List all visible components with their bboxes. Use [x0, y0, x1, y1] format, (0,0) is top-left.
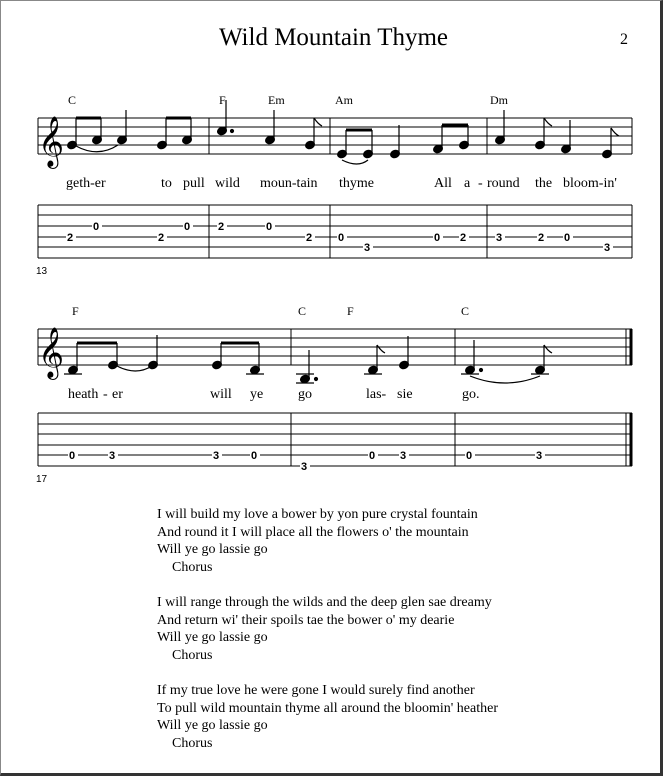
staff-1 — [38, 118, 632, 154]
lyric-syllable: the — [535, 176, 553, 191]
tab-fret-number: 0 — [434, 232, 441, 244]
tab-fret-number: 3 — [536, 450, 543, 462]
tab-fret-number: 3 — [364, 242, 371, 254]
tab-fret-number: 0 — [564, 232, 571, 244]
chord-symbol: C — [298, 304, 307, 318]
lyric-syllable: pull — [183, 176, 205, 191]
lyric-syllable: wild — [215, 176, 240, 191]
verse-3 — [157, 682, 498, 752]
tab-fret-number: 2 — [306, 232, 313, 244]
tab-fret-number: 3 — [604, 242, 611, 254]
tab-fret-number: 0 — [251, 450, 258, 462]
chord-symbol: Dm — [490, 93, 508, 107]
verse-1 — [157, 506, 498, 576]
treble-clef-icon: 𝄞 — [38, 116, 65, 167]
measure-number: 17 — [36, 474, 48, 485]
treble-clef-icon: 𝄞 — [38, 327, 65, 378]
tab-fret-number: 0 — [266, 221, 273, 233]
lyric-syllable: las- — [366, 387, 387, 402]
tab-fret-number: 0 — [69, 450, 76, 462]
chord-symbol: F — [72, 304, 79, 318]
lyric-syllable: heath — [68, 387, 99, 402]
lyric-syllable: - — [103, 387, 108, 402]
measure-number: 13 — [36, 266, 48, 277]
tab-fret-number: 0 — [338, 232, 345, 244]
tab-fret-number: 0 — [369, 450, 376, 462]
lyric-syllable: er — [112, 387, 123, 402]
chord-symbol: Am — [335, 93, 353, 107]
verse-line: And return wi' their spoils tae the bower o' my dearie — [157, 612, 455, 628]
lyric-syllable: a — [464, 176, 471, 191]
lyric-syllable: All — [434, 176, 452, 191]
verse-line: I will range through the wilds and the deep glen sae dreamy — [157, 594, 492, 610]
lyric-syllable: geth-er — [66, 176, 106, 191]
lyric-syllable: will — [210, 387, 232, 402]
system-1 — [36, 93, 632, 277]
tab-fret-number: 3 — [109, 450, 116, 462]
tab-fret-number: 3 — [301, 461, 308, 473]
lyric-syllable: ye — [250, 387, 264, 402]
lyric-syllable: round — [487, 176, 520, 191]
tab-fret-number: 3 — [213, 450, 220, 462]
tab-fret-number: 3 — [400, 450, 407, 462]
chorus-label: Chorus — [172, 735, 213, 751]
lyric-syllable: go — [298, 387, 312, 402]
lyric-syllable: moun-tain — [260, 176, 318, 191]
tab-fret-number: 0 — [466, 450, 473, 462]
chorus-label: Chorus — [172, 647, 213, 663]
tab-fret-number: 0 — [93, 221, 100, 233]
verse-2 — [157, 594, 498, 664]
chord-symbol: C — [461, 304, 470, 318]
chord-symbol: Em — [268, 93, 285, 107]
lyric-syllable: go. — [462, 387, 480, 402]
tab-fret-number: 2 — [218, 221, 225, 233]
verse-line: To pull wild mountain thyme all around the bloomin' heather — [157, 700, 498, 716]
song-title: Wild Mountain Thyme — [218, 24, 449, 51]
tab-fret-number: 0 — [184, 221, 191, 233]
staff-2 — [38, 329, 632, 365]
notes-staff-2 — [64, 335, 552, 384]
tab-fret-number: 3 — [496, 232, 503, 244]
lyric-syllable: thyme — [339, 176, 374, 191]
lyric-syllable: - — [478, 176, 483, 191]
tab-fret-number: 2 — [67, 232, 74, 244]
chord-symbol: F — [347, 304, 354, 318]
verse-line: And round it I will place all the flowers o' the mountain — [157, 524, 469, 540]
page-number: 2 — [620, 31, 628, 48]
verse-line: Will ye go lassie go — [157, 718, 268, 734]
verses — [157, 506, 498, 770]
tab-numbers-2 — [68, 450, 545, 473]
lyric-syllable: to — [161, 176, 172, 191]
verse-line: Will ye go lassie go — [157, 542, 268, 558]
system-2 — [36, 304, 632, 485]
chorus-label: Chorus — [172, 559, 213, 575]
chord-symbol: F — [219, 93, 226, 107]
tab-fret-number: 2 — [158, 232, 165, 244]
verse-line: If my true love he were gone I would surely find another — [157, 682, 475, 698]
chord-symbol: C — [68, 93, 77, 107]
lyric-syllable: sie — [397, 387, 413, 402]
verse-line: I will build my love a bower by yon pure crystal fountain — [157, 507, 478, 522]
tab-fret-number: 2 — [460, 232, 467, 244]
tab-fret-number: 2 — [538, 232, 545, 244]
verse-line: Will ye go lassie go — [157, 630, 268, 646]
lyric-syllable: bloom-in' — [563, 176, 617, 191]
